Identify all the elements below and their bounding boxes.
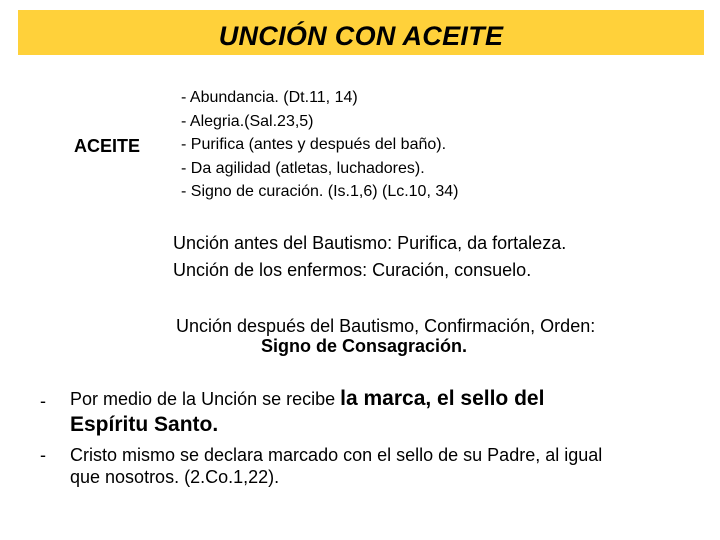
uses-list — [181, 86, 458, 204]
use-item: - Abundancia. (Dt.11, 14) — [181, 89, 358, 106]
unction-before-baptism: Unción antes del Bautismo: Purifica, da fortaleza. — [173, 233, 567, 253]
use-item: - Da agilidad (atletas, luchadores). — [181, 159, 425, 177]
bullet-1-emphasis: la marca, el sello del — [340, 387, 545, 410]
unction-sick: Unción de los enfermos: Curación, consuelo. — [173, 260, 532, 280]
bullet-2-line-2: que nosotros. (2.Co.1,22). — [70, 467, 280, 487]
bullet-1-line-1 — [70, 388, 544, 410]
bullet-1-line-2: Espíritu Santo. — [70, 413, 219, 436]
use-item: - Signo de curación. (Is.1,6) (Lc.10, 34) — [181, 183, 459, 200]
bullet-dash: - — [40, 391, 46, 411]
use-item: - Purifica (antes y después del baño). — [181, 136, 447, 153]
side-label-aceite: ACEITE — [74, 136, 141, 156]
bullet-2-line-1: Cristo mismo se declara marcado con el sello de su Padre, al igual — [70, 445, 603, 465]
consecration-sign: Signo de Consagración. — [261, 336, 468, 356]
title-bar — [18, 10, 704, 55]
bullet-1-intro: Por medio de la Unción se recibe — [70, 389, 341, 409]
use-item: - Alegria.(Sal.23,5) — [181, 112, 314, 130]
bullet-dash: - — [40, 445, 46, 465]
page-title: UNCIÓN CON ACEITE — [218, 21, 504, 51]
unction-after-baptism: Unción después del Bautismo, Confirmación, Orden: — [176, 316, 596, 336]
